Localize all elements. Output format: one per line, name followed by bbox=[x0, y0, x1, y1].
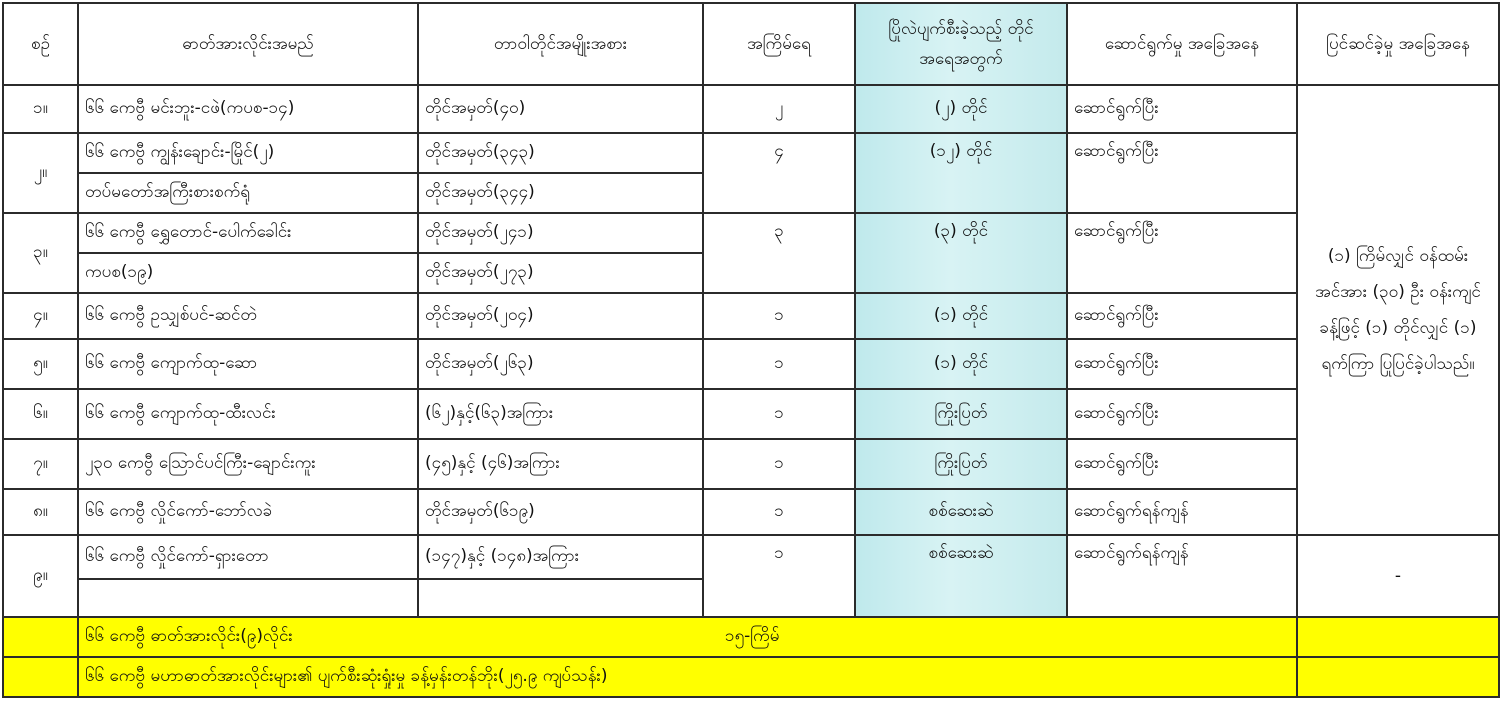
tower-type: တိုင်အမှတ်(၄၀) bbox=[418, 85, 703, 133]
line-name: ၂၃၀ ကေဗွီ သြောင်ပင်ကြီး-ချောင်းကူး bbox=[78, 439, 418, 489]
header-destroyed: ပြိုလဲပျက်စီးခဲ့သည့် တိုင်အရေအတွက် bbox=[855, 3, 1067, 85]
tower-type: တိုင်အမှတ်(၂၄၁) bbox=[418, 213, 703, 253]
line-name: ၆၆ ကေဗွီ ကျောက်ထု-ဆော bbox=[78, 339, 418, 389]
tower-type: (၄၅)နှင့် (၄၆)အကြား bbox=[418, 439, 703, 489]
row-number: ၃။ bbox=[3, 213, 78, 293]
tower-type: တိုင်အမှတ်(၂၆၃) bbox=[418, 339, 703, 389]
row-number: ၈။ bbox=[3, 489, 78, 535]
summary-2: ၆၆ ကေဗွီ မဟာဓာတ်အားလိုင်းများ၏ ပျက်စီးဆုံးရှုံးမှု ခန့်မှန်းတန်ဘိုး(၂၅.၉ ကျပ်သန်း) bbox=[78, 657, 1297, 697]
line-name: ၆၆ ကေဗွီ ဥသျှစ်ပင်-ဆင်တဲ bbox=[78, 293, 418, 339]
times: ၁ bbox=[703, 339, 855, 389]
destroyed-count: (၁) တိုင် bbox=[855, 293, 1067, 339]
tower-type: တိုင်အမှတ်(၂၀၄) bbox=[418, 293, 703, 339]
destroyed-count: စစ်ဆေးဆဲ bbox=[855, 489, 1067, 535]
destroyed-count: (၂) တိုင် bbox=[855, 85, 1067, 133]
destroyed-count: (၁၂) တိုင် bbox=[855, 133, 1067, 213]
row-number: ၅။ bbox=[3, 339, 78, 389]
construction-status: ဆောင်ရွက်ပြီး bbox=[1067, 339, 1297, 389]
tower-type: (၁၄၇)နှင့် (၁၄၈)အကြား bbox=[418, 535, 703, 579]
line-name: ၆၆ ကေဗွီ ကျွန်းချောင်း-မြိုင်(၂) bbox=[78, 133, 418, 173]
construction-status: ဆောင်ရွက်ရန်ကျန် bbox=[1067, 489, 1297, 535]
repair-remark: (၁) ကြိမ်လျှင် ဝန်ထမ်းအင်အား (၃၀) ဦး ဝန်းကျင် ခန့်ဖြင့် (၁) တိုင်လျှင် (၁) ရက်ကြာ ပြုပြင်ခဲ့ပါသည်။ bbox=[1297, 85, 1499, 535]
destroyed-count: ကြိုးပြတ် bbox=[855, 439, 1067, 489]
table-row bbox=[3, 535, 1499, 579]
destroyed-count: ကြိုးပြတ် bbox=[855, 389, 1067, 439]
row-number: ၉။ bbox=[3, 535, 78, 617]
row-number: ၆။ bbox=[3, 389, 78, 439]
tower-type: တိုင်အမှတ်(၃၄၃) bbox=[418, 133, 703, 173]
tower-type-second: တိုင်အမှတ်(၃၄၄) bbox=[418, 173, 703, 213]
destroyed-count: (၁) တိုင် bbox=[855, 339, 1067, 389]
construction-status: ဆောင်ရွက်ပြီး bbox=[1067, 213, 1297, 293]
header-construction: ဆောင်ရွက်မှု အခြေအနေ bbox=[1067, 3, 1297, 85]
times: ၄ bbox=[703, 133, 855, 213]
repair-status: - bbox=[1297, 535, 1499, 617]
construction-status: ဆောင်ရွက်ပြီး bbox=[1067, 439, 1297, 489]
tower-type-second: တိုင်အမှတ်(၂၇၃) bbox=[418, 253, 703, 293]
line-name-continued: တပ်မတော်အကြီးစားစက်ရုံ bbox=[78, 173, 418, 213]
table-row bbox=[3, 339, 1499, 389]
construction-status: ဆောင်ရွက်ပြီး bbox=[1067, 133, 1297, 213]
summary-empty-cell bbox=[1297, 617, 1499, 657]
summary-row-2 bbox=[3, 657, 1499, 697]
times: ၃ bbox=[703, 213, 855, 293]
times: ၁ bbox=[703, 489, 855, 535]
summary-1-label: ၆၆ ကေဗွီ ဓာတ်အားလိုင်း(၉)လိုင်း bbox=[85, 625, 293, 646]
destroyed-count: (၃) တိုင် bbox=[855, 213, 1067, 293]
table-row bbox=[3, 389, 1499, 439]
header-times: အကြိမ်ရေ bbox=[703, 3, 855, 85]
construction-status: ဆောင်ရွက်ပြီး bbox=[1067, 293, 1297, 339]
summary-1 bbox=[78, 617, 1297, 657]
header-repair: ပြင်ဆင်ခဲ့မှု အခြေအနေ bbox=[1297, 3, 1499, 85]
line-name: ၆၆ ကေဗွီ လှိုင်ကော်-ရှားတော bbox=[78, 535, 418, 579]
times: ၁ bbox=[703, 439, 855, 489]
summary-empty-cell bbox=[1297, 657, 1499, 697]
tower-damage-table bbox=[2, 2, 1500, 536]
row-number: ၂။ bbox=[3, 133, 78, 213]
destroyed-count: စစ်ဆေးဆဲ bbox=[855, 535, 1067, 617]
table-row bbox=[3, 213, 1499, 253]
row-number: ၄။ bbox=[3, 293, 78, 339]
times: ၁ bbox=[703, 535, 855, 617]
times: ၁ bbox=[703, 293, 855, 339]
line-name: ၆၆ ကေဗွီ ရွှေတောင်-ပေါက်ခေါင်း bbox=[78, 213, 418, 253]
table-row bbox=[3, 85, 1499, 133]
line-name: ၆၆ ကေဗွီ လှိုင်ကော်-ဘော်လခဲ bbox=[78, 489, 418, 535]
tower-type: တိုင်အမှတ်(၆၁၉) bbox=[418, 489, 703, 535]
header-row bbox=[3, 3, 1499, 85]
table-row bbox=[3, 133, 1499, 173]
row-number: ၁။ bbox=[3, 85, 78, 133]
summary-empty-cell bbox=[3, 657, 78, 697]
summary-row-1 bbox=[3, 617, 1499, 657]
summary-empty-cell bbox=[3, 617, 78, 657]
line-name: ၆၆ ကေဗွီ မင်းဘူး-ငဖဲ(ကပစ-၁၄) bbox=[78, 85, 418, 133]
table-row bbox=[3, 293, 1499, 339]
header-no: စဉ် bbox=[3, 3, 78, 85]
header-line: ဓာတ်အားလိုင်းအမည် bbox=[78, 3, 418, 85]
construction-status: ဆောင်ရွက်ရန်ကျန် bbox=[1067, 535, 1297, 617]
tower-damage-table-bottom bbox=[2, 534, 1500, 698]
line-name-continued: ကပစ(၁၉) bbox=[78, 253, 418, 293]
construction-status: ဆောင်ရွက်ပြီး bbox=[1067, 389, 1297, 439]
times: ၁ bbox=[703, 389, 855, 439]
empty-cell bbox=[418, 579, 703, 617]
summary-1-value: ၁၅-ကြိမ် bbox=[725, 625, 780, 646]
construction-status: ဆောင်ရွက်ပြီး bbox=[1067, 85, 1297, 133]
row-number: ၇။ bbox=[3, 439, 78, 489]
table-row bbox=[3, 439, 1499, 489]
header-tower-type: တာဝါတိုင်အမျိုးအစား bbox=[418, 3, 703, 85]
line-name: ၆၆ ကေဗွီ ကျောက်ထု-ထီးလင်း bbox=[78, 389, 418, 439]
table-row bbox=[3, 489, 1499, 535]
empty-cell bbox=[78, 579, 418, 617]
tower-type: (၆၂)နှင့်(၆၃)အကြား bbox=[418, 389, 703, 439]
times: ၂ bbox=[703, 85, 855, 133]
